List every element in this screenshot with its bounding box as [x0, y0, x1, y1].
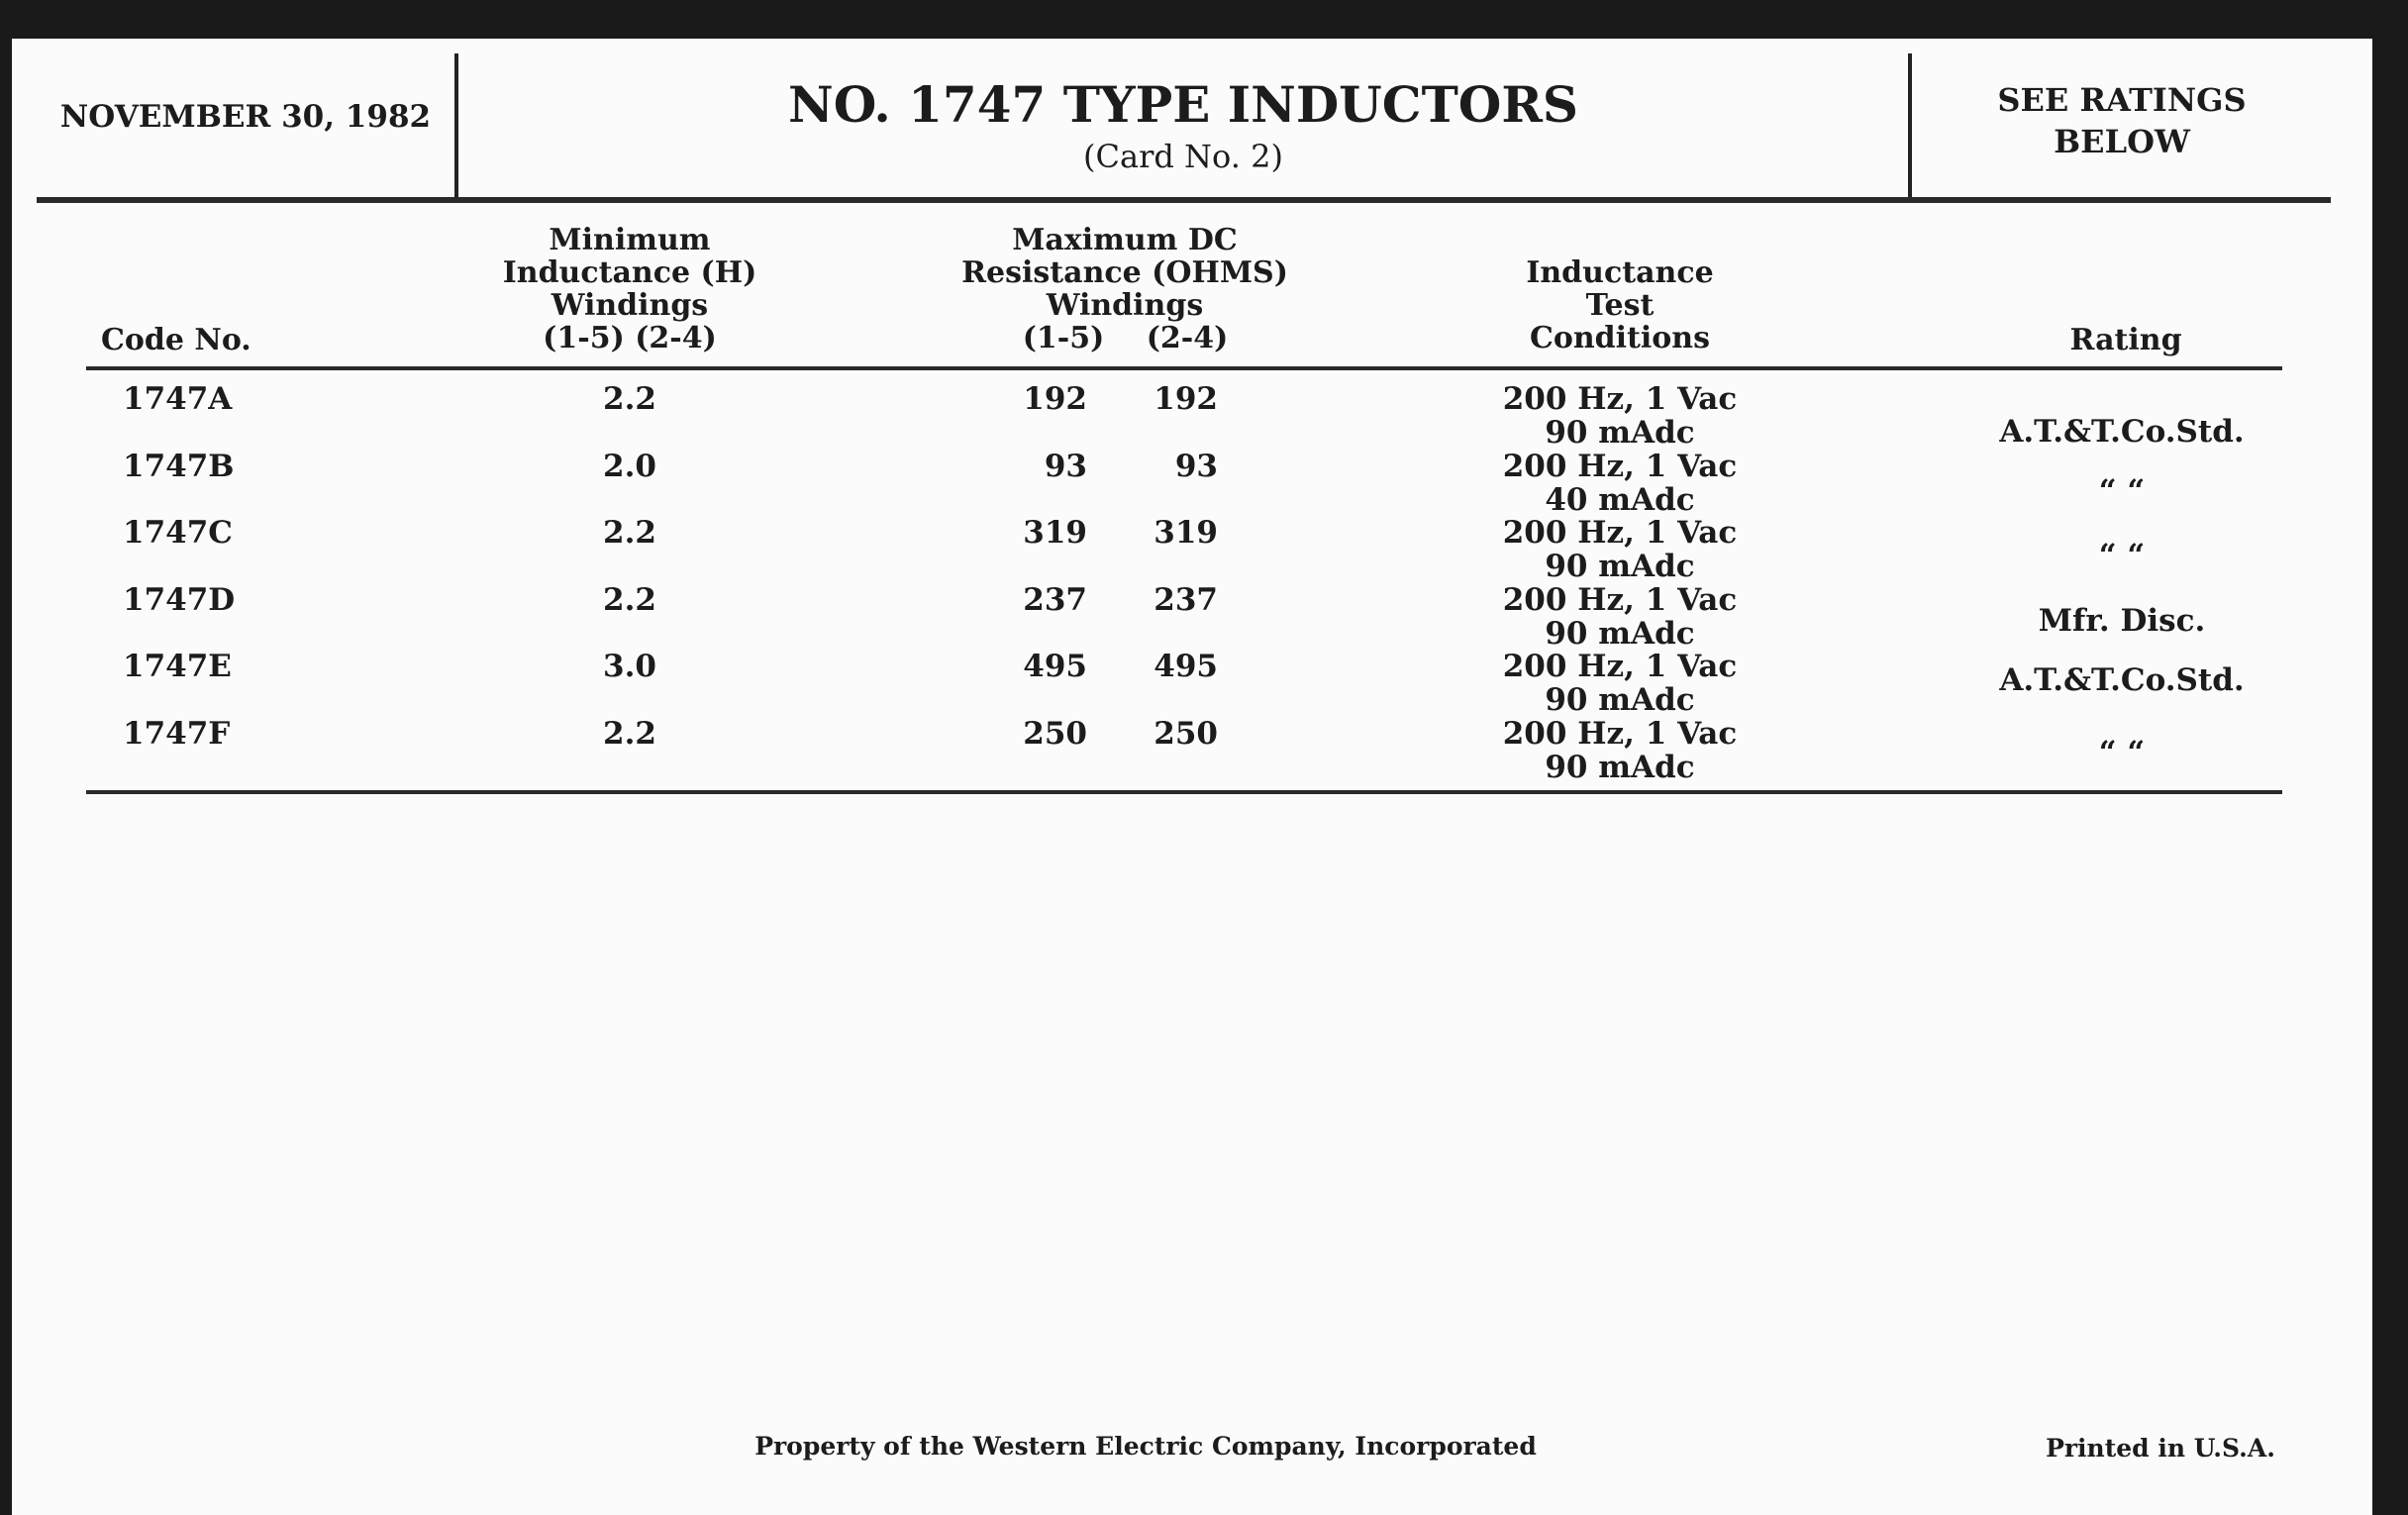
row-inductance: 2.2 [603, 381, 656, 417]
col-code: Code No. [101, 323, 251, 357]
row-test-frequency: 200 Hz, 1 Vac [1502, 448, 1738, 484]
row-rating: Mfr. Disc. [2038, 603, 2206, 639]
table-bottom-rule [86, 790, 2282, 794]
row-resistance-24: 192 [1154, 381, 1218, 417]
ratings-note-1: SEE RATINGS [1997, 81, 2247, 119]
header-rule [37, 197, 2331, 203]
row-resistance-15: 319 [1023, 515, 1087, 551]
row-rating: “ “ [2098, 735, 2146, 770]
row-code: 1747B [123, 448, 235, 484]
ratings-note-2: BELOW [2054, 123, 2190, 160]
row-inductance: 2.2 [603, 581, 656, 618]
row-code: 1747A [123, 381, 233, 417]
row-inductance: 3.0 [603, 649, 656, 684]
row-test-current: 90 mAdc [1545, 415, 1695, 451]
row-code: 1747D [123, 581, 236, 618]
row-code: 1747E [123, 649, 232, 684]
row-test-frequency: 200 Hz, 1 Vac [1502, 581, 1738, 618]
row-resistance-15: 250 [1023, 715, 1087, 752]
footer-property: Property of the Western Electric Company, Incorporated [754, 1432, 1537, 1461]
row-resistance-24: 93 [1174, 448, 1218, 484]
row-test-current: 90 mAdc [1545, 549, 1695, 584]
row-rating: A.T.&T.Co.Std. [1999, 662, 2245, 698]
card-date: NOVEMBER 30, 1982 [59, 99, 432, 135]
row-resistance-24: 495 [1154, 649, 1218, 684]
col-resistance: Maximum DC Resistance (OHMS) Windings [961, 223, 1288, 323]
col-test: Inductance Test Conditions [1526, 255, 1714, 355]
row-test-current: 40 mAdc [1545, 481, 1695, 518]
row-resistance-15: 93 [1044, 448, 1087, 484]
row-code: 1747C [123, 515, 233, 551]
row-inductance: 2.0 [603, 448, 656, 484]
row-test-frequency: 200 Hz, 1 Vac [1502, 649, 1738, 684]
row-inductance: 2.2 [603, 515, 656, 551]
col-inductance: Minimum Inductance (H) Windings (1-5) (2-4) [502, 223, 757, 355]
row-resistance-24: 237 [1154, 581, 1218, 618]
row-test-frequency: 200 Hz, 1 Vac [1502, 715, 1738, 752]
column-header-rule [86, 366, 2282, 370]
row-test-frequency: 200 Hz, 1 Vac [1502, 381, 1738, 417]
row-resistance-15: 495 [1023, 649, 1087, 684]
col-resistance-24: (2-4) [1146, 321, 1229, 355]
row-test-current: 90 mAdc [1545, 749, 1695, 785]
card-subtitle: (Card No. 2) [1083, 138, 1283, 175]
row-resistance-15: 237 [1023, 581, 1087, 618]
row-code: 1747F [123, 715, 231, 752]
footer-printed: Printed in U.S.A. [2046, 1434, 2275, 1463]
row-rating: “ “ [2098, 538, 2146, 573]
card-title: NO. 1747 TYPE INDUCTORS [788, 75, 1578, 134]
divider-right [1908, 53, 1912, 202]
row-rating: A.T.&T.Co.Std. [1999, 414, 2245, 450]
row-resistance-24: 250 [1154, 715, 1218, 752]
row-rating: “ “ [2098, 473, 2146, 509]
row-resistance-24: 319 [1154, 515, 1218, 551]
row-inductance: 2.2 [603, 715, 656, 752]
divider-left [454, 53, 458, 202]
row-test-frequency: 200 Hz, 1 Vac [1502, 515, 1738, 551]
col-resistance-15: (1-5) [1022, 321, 1105, 355]
col-rating: Rating [2069, 323, 2182, 357]
row-resistance-15: 192 [1023, 381, 1087, 417]
row-test-current: 90 mAdc [1545, 615, 1695, 652]
row-test-current: 90 mAdc [1545, 682, 1695, 718]
